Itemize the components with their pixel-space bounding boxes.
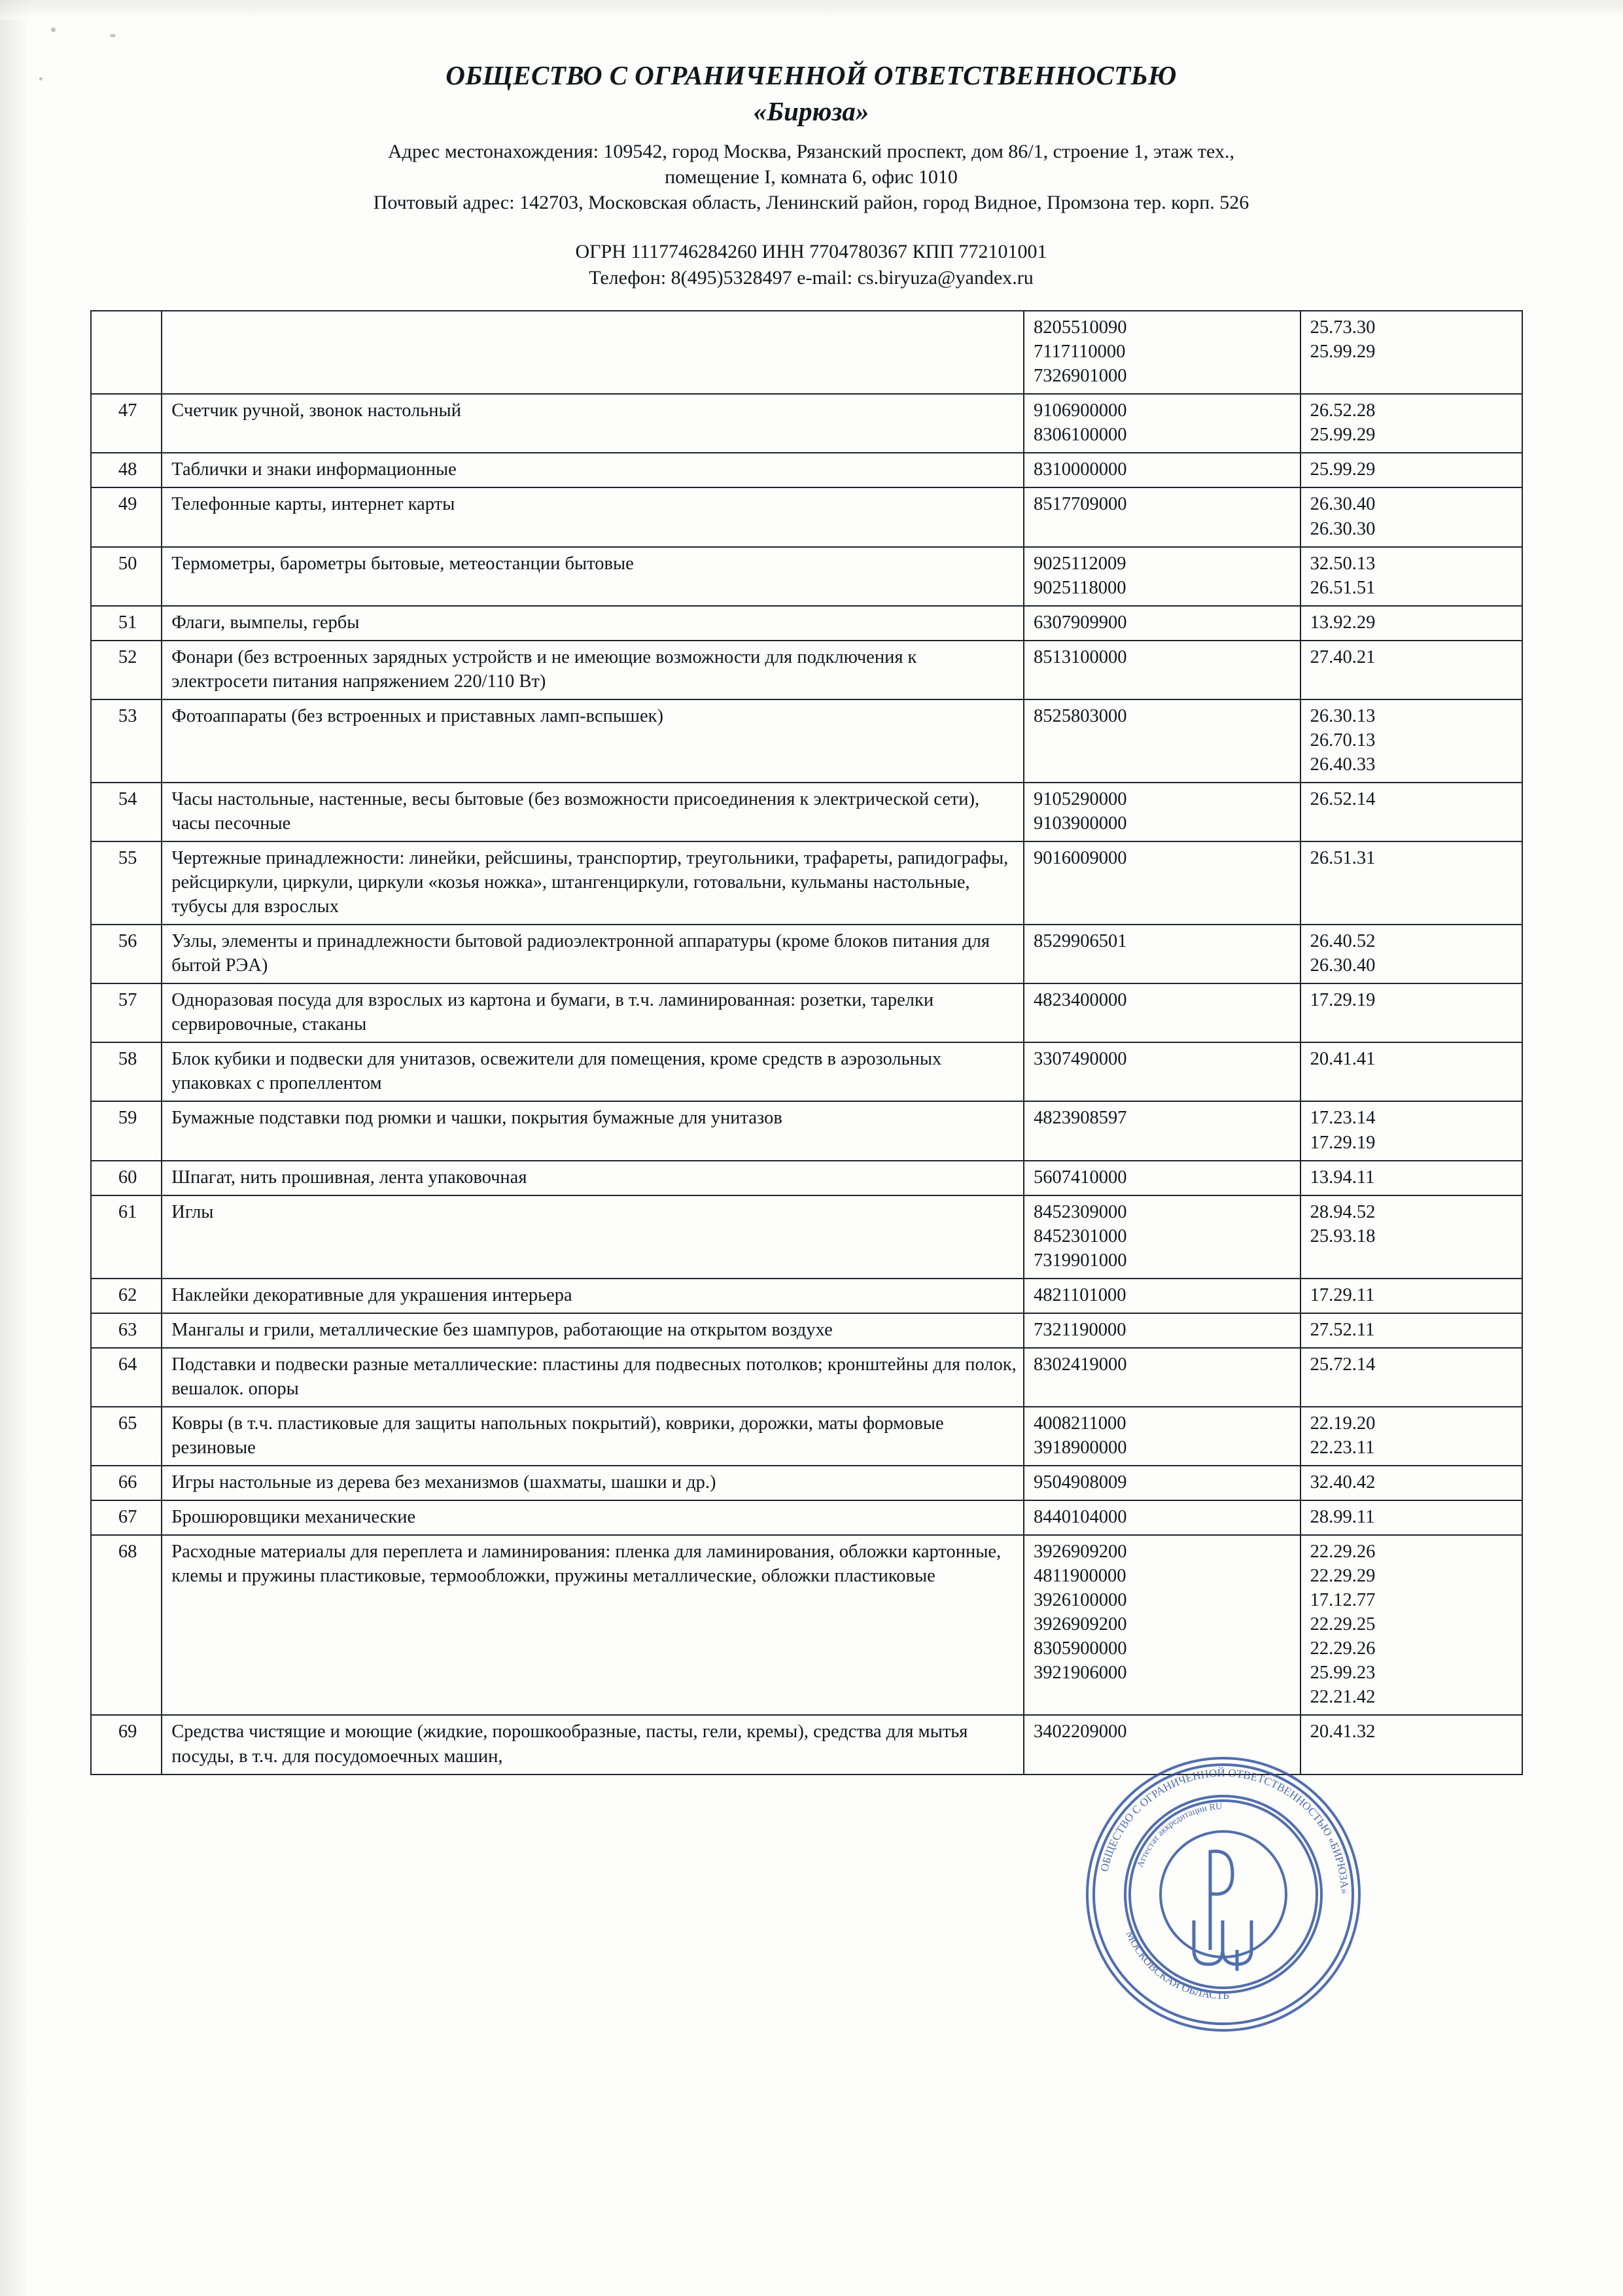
okpd-code: 13.92.29 <box>1310 612 1376 633</box>
okpd-code: 32.50.13 <box>1310 553 1376 574</box>
row-okpd-codes <box>1300 1279 1522 1313</box>
tnved-code: 9025112009 <box>1034 553 1126 574</box>
table-row <box>91 641 1522 699</box>
okpd-code: 22.29.29 <box>1310 1566 1376 1587</box>
okpd-code: 26.70.13 <box>1310 730 1376 751</box>
registration-line: ОГРН 1117746284260 ИНН 7704780367 КПП 772101001 <box>575 241 1047 263</box>
row-number: 58 <box>91 1042 162 1101</box>
row-number: 61 <box>91 1195 162 1279</box>
okpd-code: 25.99.29 <box>1310 425 1376 446</box>
row-number: 64 <box>91 1348 162 1407</box>
svg-text:Аттестат аккредитации RU: Аттестат аккредитации RU <box>1135 1801 1223 1869</box>
tnved-code: 8517709000 <box>1034 494 1127 515</box>
products-table <box>90 310 1523 1775</box>
tnved-code: 3307490000 <box>1034 1049 1127 1070</box>
row-tnved-codes <box>1024 1348 1300 1407</box>
tnved-code: 4823400000 <box>1034 990 1127 1011</box>
tnved-code: 8302419000 <box>1034 1354 1127 1375</box>
row-tnved-codes <box>1024 547 1300 606</box>
scan-speck <box>51 27 56 32</box>
row-number: 66 <box>91 1466 162 1500</box>
table-row <box>91 547 1522 606</box>
okpd-code: 26.51.31 <box>1310 848 1376 869</box>
row-tnved-codes <box>1024 641 1300 699</box>
okpd-code: 22.21.42 <box>1310 1687 1376 1708</box>
table-row <box>91 487 1522 546</box>
okpd-code: 22.29.26 <box>1310 1542 1376 1563</box>
tnved-code: 4008211000 <box>1034 1413 1126 1434</box>
row-okpd-codes <box>1300 1466 1522 1500</box>
tnved-code: 8310000000 <box>1034 459 1127 480</box>
okpd-code: 25.73.30 <box>1310 317 1376 338</box>
row-tnved-codes <box>1024 606 1300 641</box>
row-tnved-codes <box>1024 311 1300 394</box>
row-tnved-codes <box>1024 394 1300 453</box>
tnved-code: 8452301000 <box>1034 1226 1127 1246</box>
tnved-code: 3926909200 <box>1034 1542 1127 1563</box>
okpd-code: 32.40.42 <box>1310 1472 1376 1493</box>
row-number: 49 <box>91 487 162 546</box>
row-okpd-codes <box>1300 1313 1522 1348</box>
okpd-code: 26.40.52 <box>1310 931 1376 952</box>
tnved-code: 9106900000 <box>1034 400 1127 421</box>
row-okpd-codes <box>1300 1195 1522 1279</box>
tnved-code: 9025118000 <box>1034 577 1126 598</box>
okpd-code: 25.99.29 <box>1310 459 1376 480</box>
okpd-code: 26.40.33 <box>1310 754 1376 775</box>
table-row <box>91 1466 1522 1500</box>
row-product-name: Флаги, вымпелы, гербы <box>162 606 1024 641</box>
tnved-code: 3926100000 <box>1034 1590 1127 1611</box>
table-row <box>91 1535 1522 1715</box>
row-product-name: Игры настольные из дерева без механизмов (шахматы, шашки и др.) <box>162 1466 1024 1500</box>
row-product-name: Чертежные принадлежности: линейки, рейсшины, транспортир, треугольники, трафареты, рапидографы, рейсциркули, циркули, циркули «козья ножка», штангенциркули, готовальни, кульманы настольные, тубусы для взрослых <box>162 841 1024 925</box>
tnved-code: 4821101000 <box>1034 1284 1126 1305</box>
row-number: 67 <box>91 1500 162 1535</box>
row-product-name: Брошюровщики механические <box>162 1500 1024 1535</box>
tnved-code: 9504908009 <box>1034 1472 1127 1493</box>
row-tnved-codes <box>1024 1466 1300 1500</box>
row-number: 53 <box>91 699 162 783</box>
row-okpd-codes <box>1300 547 1522 606</box>
row-okpd-codes <box>1300 1161 1522 1195</box>
scan-speck <box>110 34 116 37</box>
row-tnved-codes <box>1024 783 1300 841</box>
scan-edge-left <box>0 0 30 2296</box>
tnved-code: 3921906000 <box>1034 1663 1127 1684</box>
table-row <box>91 699 1522 783</box>
row-product-name: Узлы, элементы и принадлежности бытовой радиоэлектронной аппаратуры (кроме блоков питания для бытой РЭА) <box>162 925 1024 983</box>
row-number: 68 <box>91 1535 162 1715</box>
registration-block <box>79 239 1544 291</box>
row-product-name: Термометры, барометры бытовые, метеостанции бытовые <box>162 547 1024 606</box>
row-okpd-codes <box>1300 1715 1522 1774</box>
svg-text:МОСКОВСКАЯ ОБЛАСТЬ: МОСКОВСКАЯ ОБЛАСТЬ <box>1123 1928 1230 2002</box>
table-row <box>91 925 1522 983</box>
okpd-code: 17.29.19 <box>1310 1132 1376 1153</box>
okpd-code: 26.30.40 <box>1310 955 1376 976</box>
table-row <box>91 1195 1522 1279</box>
row-product-name: Ковры (в т.ч. пластиковые для защиты напольных покрытий), коврики, дорожки, маты формовые резиновые <box>162 1407 1024 1466</box>
row-product-name: Одноразовая посуда для взрослых из картона и бумаги, в т.ч. ламинированная: розетки, тарелки сервировочные, стаканы <box>162 983 1024 1042</box>
tnved-code: 6307909900 <box>1034 612 1127 633</box>
okpd-code: 26.30.40 <box>1310 494 1376 515</box>
row-tnved-codes <box>1024 1101 1300 1160</box>
okpd-code: 22.29.25 <box>1310 1614 1376 1635</box>
organization-title: ОБЩЕСТВО С ОГРАНИЧЕННОЙ ОТВЕТСТВЕННОСТЬЮ <box>445 60 1177 90</box>
okpd-code: 25.72.14 <box>1310 1354 1376 1375</box>
row-tnved-codes <box>1024 1161 1300 1195</box>
okpd-code: 13.94.11 <box>1310 1167 1375 1188</box>
row-tnved-codes <box>1024 1407 1300 1466</box>
tnved-code: 8205510090 <box>1034 317 1127 338</box>
okpd-code: 17.23.14 <box>1310 1108 1376 1129</box>
row-product-name: Иглы <box>162 1195 1024 1279</box>
row-okpd-codes <box>1300 1348 1522 1407</box>
row-okpd-codes <box>1300 311 1522 394</box>
tnved-code: 4811900000 <box>1034 1566 1126 1587</box>
row-product-name: Бумажные подставки под рюмки и чашки, покрытия бумажные для унитазов <box>162 1101 1024 1160</box>
row-number: 47 <box>91 394 162 453</box>
row-product-name: Шпагат, нить прошивная, лента упаковочная <box>162 1161 1024 1195</box>
row-number: 62 <box>91 1279 162 1313</box>
row-number: 65 <box>91 1407 162 1466</box>
row-tnved-codes <box>1024 1500 1300 1535</box>
row-product-name: Расходные материалы для переплета и ламинирования: пленка для ламинирования, обложки картонные, клемы и пружины пластиковые, термообложки, пружины металлические, обложки пластиковые <box>162 1535 1024 1715</box>
table-row <box>91 1715 1522 1774</box>
tnved-code: 9103900000 <box>1034 813 1127 834</box>
row-okpd-codes <box>1300 1101 1522 1160</box>
table-row <box>91 1313 1522 1348</box>
row-number: 60 <box>91 1161 162 1195</box>
okpd-code: 26.52.14 <box>1310 788 1376 809</box>
row-product-name: Фотоаппараты (без встроенных и приставных ламп-вспышек) <box>162 699 1024 783</box>
row-tnved-codes <box>1024 1195 1300 1279</box>
okpd-code: 17.29.19 <box>1310 990 1376 1011</box>
row-tnved-codes <box>1024 1042 1300 1101</box>
tnved-code: 5607410000 <box>1034 1167 1127 1188</box>
table-row <box>91 1279 1522 1313</box>
row-number: 59 <box>91 1101 162 1160</box>
svg-text:ОБЩЕСТВО С ОГРАНИЧЕННОЙ ОТВЕТС: ОБЩЕСТВО С ОГРАНИЧЕННОЙ ОТВЕТСТВЕННОСТЬЮ «БИРЮЗА» <box>1098 1766 1352 1895</box>
registration-line: Телефон: 8(495)5328497 e-mail: cs.biryuza@yandex.ru <box>589 266 1034 289</box>
row-tnved-codes <box>1024 1535 1300 1715</box>
tnved-code: 7319901000 <box>1034 1250 1127 1271</box>
tnved-code: 8440104000 <box>1034 1507 1127 1528</box>
row-tnved-codes <box>1024 983 1300 1042</box>
row-okpd-codes <box>1300 487 1522 546</box>
okpd-code: 20.41.41 <box>1310 1049 1376 1070</box>
table-row <box>91 1042 1522 1101</box>
row-number: 55 <box>91 841 162 925</box>
row-okpd-codes <box>1300 394 1522 453</box>
row-product-name: Мангалы и грили, металлические без шампуров, работающие на открытом воздухе <box>162 1313 1024 1348</box>
tnved-code: 8513100000 <box>1034 646 1127 667</box>
table-row <box>91 1407 1522 1466</box>
tnved-code: 8306100000 <box>1034 425 1127 446</box>
scan-speck <box>39 77 43 80</box>
row-number: 57 <box>91 983 162 1042</box>
row-okpd-codes <box>1300 783 1522 841</box>
tnved-code: 8529906501 <box>1034 931 1127 952</box>
row-number: 69 <box>91 1715 162 1774</box>
okpd-code: 17.29.11 <box>1310 1284 1375 1305</box>
row-product-name <box>162 311 1024 394</box>
row-product-name: Блок кубики и подвески для унитазов, освежители для помещения, кроме средств в аэрозольных упаковках с пропеллентом <box>162 1042 1024 1101</box>
tnved-code: 8452309000 <box>1034 1201 1127 1222</box>
table-row <box>91 606 1522 641</box>
okpd-code: 25.99.23 <box>1310 1663 1376 1684</box>
address-line: Почтовый адрес: 142703, Московская область, Ленинский район, город Видное, Промзона тер. корп. 526 <box>373 192 1249 214</box>
okpd-code: 27.40.21 <box>1310 646 1376 667</box>
row-okpd-codes <box>1300 453 1522 487</box>
table-row <box>91 1161 1522 1195</box>
row-number: 52 <box>91 641 162 699</box>
okpd-code: 20.41.32 <box>1310 1722 1376 1742</box>
okpd-code: 17.12.77 <box>1310 1590 1376 1611</box>
tnved-code: 7117110000 <box>1034 342 1126 362</box>
scan-edge-top <box>0 0 1623 20</box>
row-product-name: Счетчик ручной, звонок настольный <box>162 394 1024 453</box>
okpd-code: 22.19.20 <box>1310 1413 1376 1434</box>
row-okpd-codes <box>1300 983 1522 1042</box>
row-product-name: Фонари (без встроенных зарядных устройств и не имеющие возможности для подключения к электросети питания напряжением 220/110 Вт) <box>162 641 1024 699</box>
row-number: 51 <box>91 606 162 641</box>
tnved-code: 3402209000 <box>1034 1722 1127 1742</box>
row-number: 48 <box>91 453 162 487</box>
okpd-code: 27.52.11 <box>1310 1319 1375 1340</box>
row-number: 56 <box>91 925 162 983</box>
row-tnved-codes <box>1024 453 1300 487</box>
okpd-code: 26.51.51 <box>1310 577 1376 598</box>
company-stamp-icon <box>1083 1754 1364 2035</box>
row-product-name: Наклейки декоративные для украшения интерьера <box>162 1279 1024 1313</box>
row-product-name: Подставки и подвески разные металлические: пластины для подвесных потолков; кронштейны для полок, вешалок. опоры <box>162 1348 1024 1407</box>
row-tnved-codes <box>1024 487 1300 546</box>
document-content <box>79 59 1544 1775</box>
row-number: 50 <box>91 547 162 606</box>
tnved-code: 3926909200 <box>1034 1614 1127 1635</box>
row-number: 63 <box>91 1313 162 1348</box>
tnved-code: 8305900000 <box>1034 1638 1127 1659</box>
organization-name: «Бирюза» <box>753 96 869 127</box>
okpd-code: 22.23.11 <box>1310 1437 1375 1458</box>
okpd-code: 22.29.26 <box>1310 1638 1376 1659</box>
row-okpd-codes <box>1300 1535 1522 1715</box>
table-row <box>91 453 1522 487</box>
table-row <box>91 394 1522 453</box>
table-row <box>91 983 1522 1042</box>
products-table-body <box>91 311 1522 1774</box>
okpd-code: 26.30.13 <box>1310 705 1376 726</box>
tnved-code: 9105290000 <box>1034 788 1127 809</box>
row-product-name: Часы настольные, настенные, весы бытовые (без возможности присоединения к электрической сети), часы песочные <box>162 783 1024 841</box>
tnved-code: 7326901000 <box>1034 366 1127 387</box>
table-row <box>91 1348 1522 1407</box>
table-row <box>91 311 1522 394</box>
okpd-code: 25.99.29 <box>1310 342 1376 362</box>
table-row <box>91 841 1522 925</box>
table-row <box>91 1500 1522 1535</box>
row-tnved-codes <box>1024 1313 1300 1348</box>
tnved-code: 7321190000 <box>1034 1319 1126 1340</box>
table-row <box>91 1101 1522 1160</box>
row-okpd-codes <box>1300 1500 1522 1535</box>
tnved-code: 4823908597 <box>1034 1108 1127 1129</box>
tnved-code: 8525803000 <box>1034 705 1127 726</box>
row-okpd-codes <box>1300 641 1522 699</box>
row-number <box>91 311 162 394</box>
address-line: помещение I, комната 6, офис 1010 <box>665 166 958 188</box>
row-okpd-codes <box>1300 1042 1522 1101</box>
row-number: 54 <box>91 783 162 841</box>
row-product-name: Телефонные карты, интернет карты <box>162 487 1024 546</box>
table-row <box>91 783 1522 841</box>
row-okpd-codes <box>1300 699 1522 783</box>
okpd-code: 26.52.28 <box>1310 400 1376 421</box>
address-block <box>79 139 1544 215</box>
row-okpd-codes <box>1300 925 1522 983</box>
address-line: Адрес местонахождения: 109542, город Москва, Рязанский проспект, дом 86/1, строение 1, этаж тех., <box>388 141 1234 163</box>
row-tnved-codes <box>1024 841 1300 925</box>
tnved-code: 3918900000 <box>1034 1437 1127 1458</box>
row-okpd-codes <box>1300 841 1522 925</box>
okpd-code: 28.94.52 <box>1310 1201 1376 1222</box>
row-okpd-codes <box>1300 1407 1522 1466</box>
row-product-name: Средства чистящие и моющие (жидкие, порошкообразные, пасты, гели, кремы), средства для мытья посуды, в т.ч. для посудомоечных машин, <box>162 1715 1024 1774</box>
row-tnved-codes <box>1024 1715 1300 1774</box>
row-tnved-codes <box>1024 925 1300 983</box>
row-okpd-codes <box>1300 606 1522 641</box>
row-tnved-codes <box>1024 1279 1300 1313</box>
okpd-code: 25.93.18 <box>1310 1226 1376 1246</box>
row-tnved-codes <box>1024 699 1300 783</box>
tnved-code: 9016009000 <box>1034 848 1127 869</box>
okpd-code: 28.99.11 <box>1310 1507 1375 1528</box>
okpd-code: 26.30.30 <box>1310 518 1376 539</box>
row-product-name: Таблички и знаки информационные <box>162 453 1024 487</box>
